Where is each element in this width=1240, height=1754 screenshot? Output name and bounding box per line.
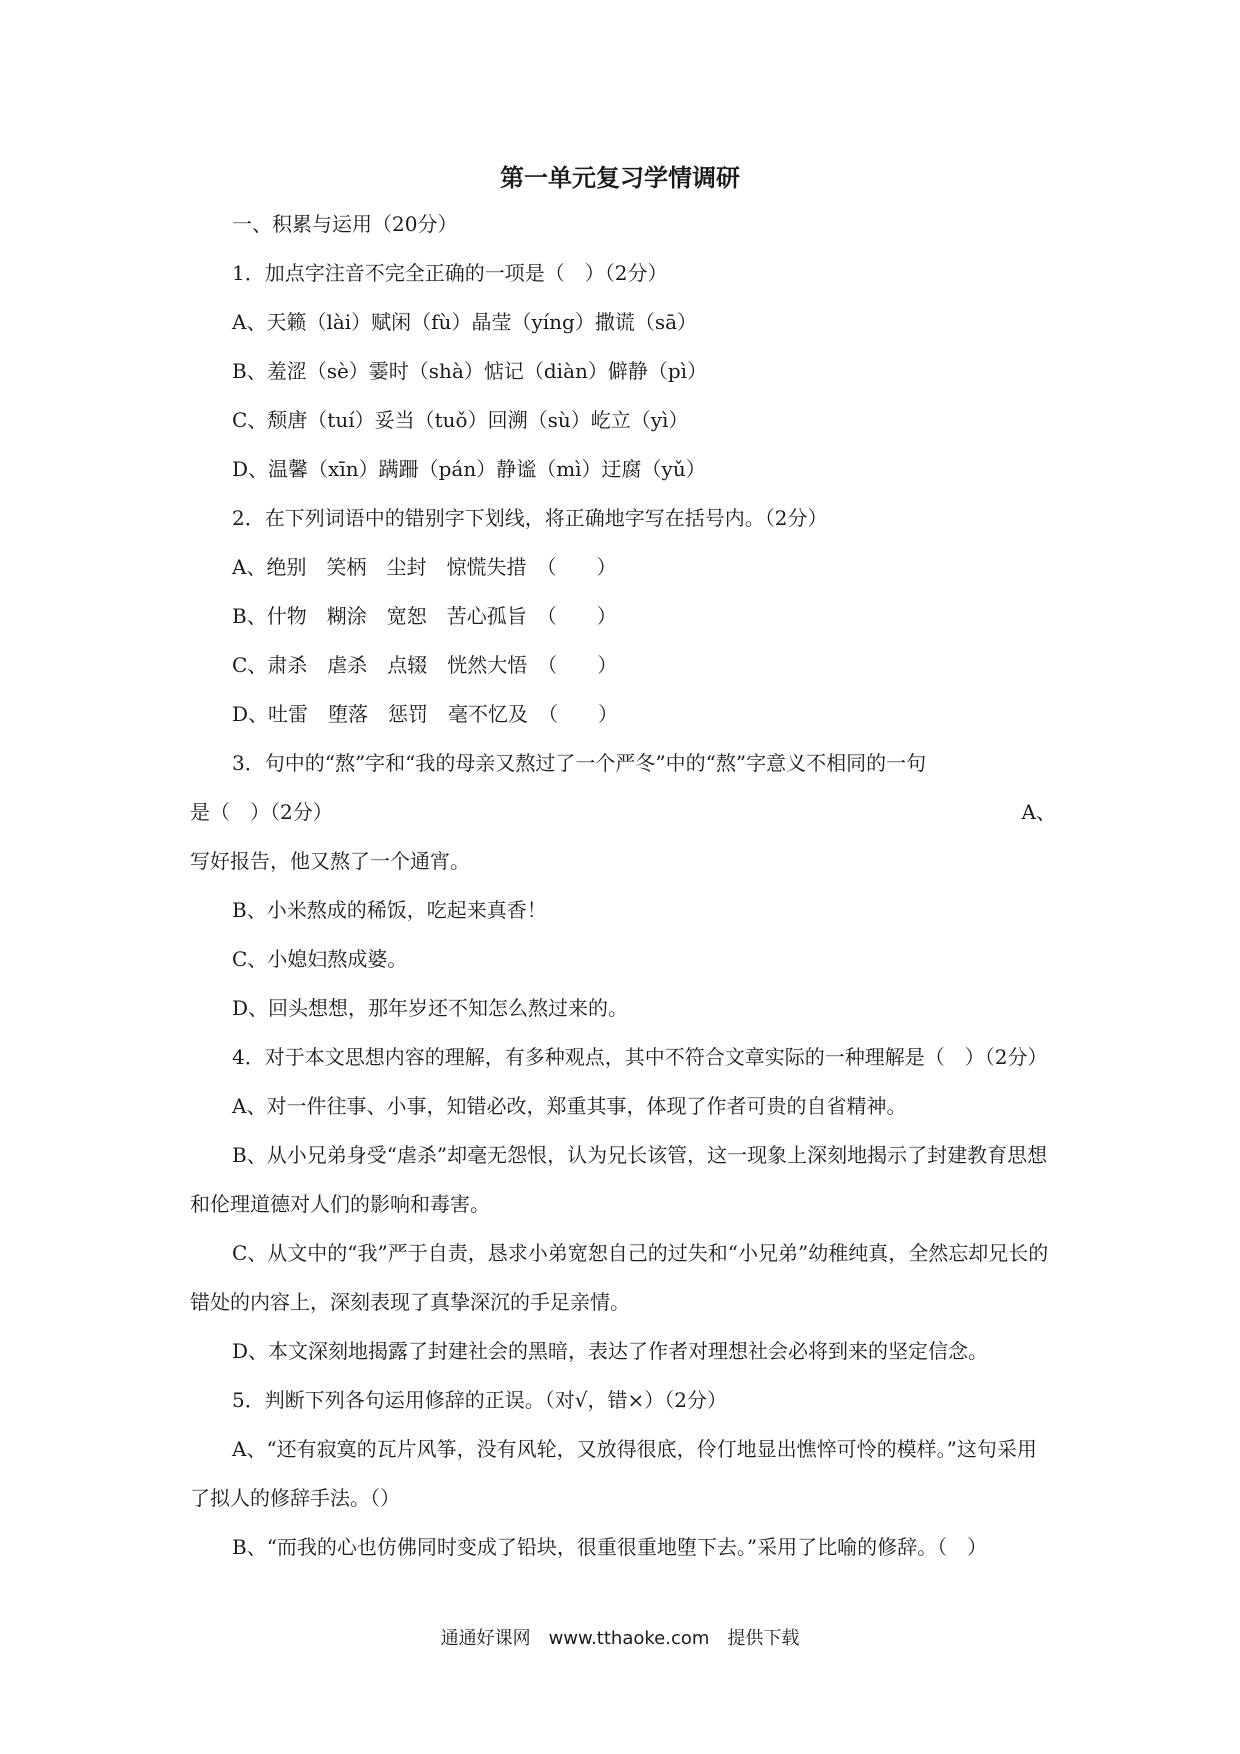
q5-stem: 5．判断下列各句运用修辞的正误。（对√，错×）（2分）: [232, 1388, 727, 1412]
q2-option-c: C、肃杀 虐杀 点辍 恍然大悟 （ ）: [232, 653, 618, 677]
q3-stem-line1: 3．句中的“熬”字和“我的母亲又熬过了一个严冬”中的“熬”字意义不相同的一句: [232, 751, 927, 775]
q2-stem: 2．在下列词语中的错别字下划线，将正确地字写在括号内。（2分）: [232, 506, 828, 530]
q1-stem: 1．加点字注音不完全正确的一项是（ ）（2分）: [232, 261, 668, 285]
question-body: [190, 200, 1056, 1572]
q3-stem-end: 是（ ）（2分）: [190, 800, 333, 824]
q4-option-c: C、从文中的“我”严于自责，恳求小弟宽恕自己的过失和“小兄弟”幼稚纯真，全然忘却兄长的错处的内容上，深刻表现了真挚深沉的手足亲情。: [190, 1241, 1049, 1314]
q2-option-b: B、什物 糊涂 宽恕 苦心孤旨 （ ）: [232, 604, 617, 628]
q1-option-d: D、温馨（xīn）蹒跚（pán）静谧（mì）迂腐（yǔ）: [232, 457, 706, 481]
section-heading: 一、积累与运用（20分）: [232, 212, 458, 236]
q5-option-b: B、“而我的心也仿佛同时变成了铅块，很重很重地堕下去。”采用了比喻的修辞。（ ）: [232, 1535, 988, 1559]
page-title: 第一单元复习学情调研: [500, 164, 740, 192]
q4-option-d: D、本文深刻地揭露了封建社会的黑暗，表达了作者对理想社会必将到来的坚定信念。: [232, 1339, 989, 1363]
q3-stem-line2: [190, 788, 1056, 837]
q3-option-a-label: A、: [1021, 800, 1056, 824]
q4-option-a: A、对一件往事、小事，知错必改，郑重其事，体现了作者可贵的自省精神。: [232, 1094, 907, 1118]
q3-option-b: B、小米熬成的稀饭，吃起来真香！: [232, 898, 547, 922]
q1-option-a: A、天籁（lài）赋闲（fù）晶莹（yíng）撒谎（sā）: [232, 310, 698, 334]
q5-option-a: A、“还有寂寞的瓦片风筝，没有风轮，又放得很底，伶仃地显出憔悴可怜的模样。”这句采用了拟人的修辞手法。（）: [190, 1437, 1037, 1510]
q3-option-a-text: 写好报告，他又熬了一个通宵。: [190, 849, 470, 873]
q2-option-d: D、吐雷 堕落 惩罚 毫不忆及 （ ）: [232, 702, 619, 726]
q2-option-a: A、绝别 笑柄 尘封 惊慌失措 （ ）: [232, 555, 617, 579]
page-footer: 通通好课网 www.tthaoke.com 提供下载: [440, 1628, 800, 1649]
q1-option-c: C、颓唐（tuí）妥当（tuǒ）回溯（sù）屹立（yì）: [232, 408, 689, 432]
q4-stem: 4．对于本文思想内容的理解，有多种观点，其中不符合文章实际的一种理解是（ ）（2分）: [232, 1045, 1048, 1069]
q3-option-c: C、小媳妇熬成婆。: [232, 947, 408, 971]
q4-option-b: B、从小兄弟身受“虐杀”却毫无怨恨，认为兄长该管，这一现象上深刻地揭示了封建教育思想和伦理道德对人们的影响和毒害。: [190, 1143, 1048, 1216]
q3-option-d: D、回头想想，那年岁还不知怎么熬过来的。: [232, 996, 629, 1020]
q1-option-b: B、羞涩（sè）霎时（shà）惦记（diàn）僻静（pì）: [232, 359, 708, 383]
